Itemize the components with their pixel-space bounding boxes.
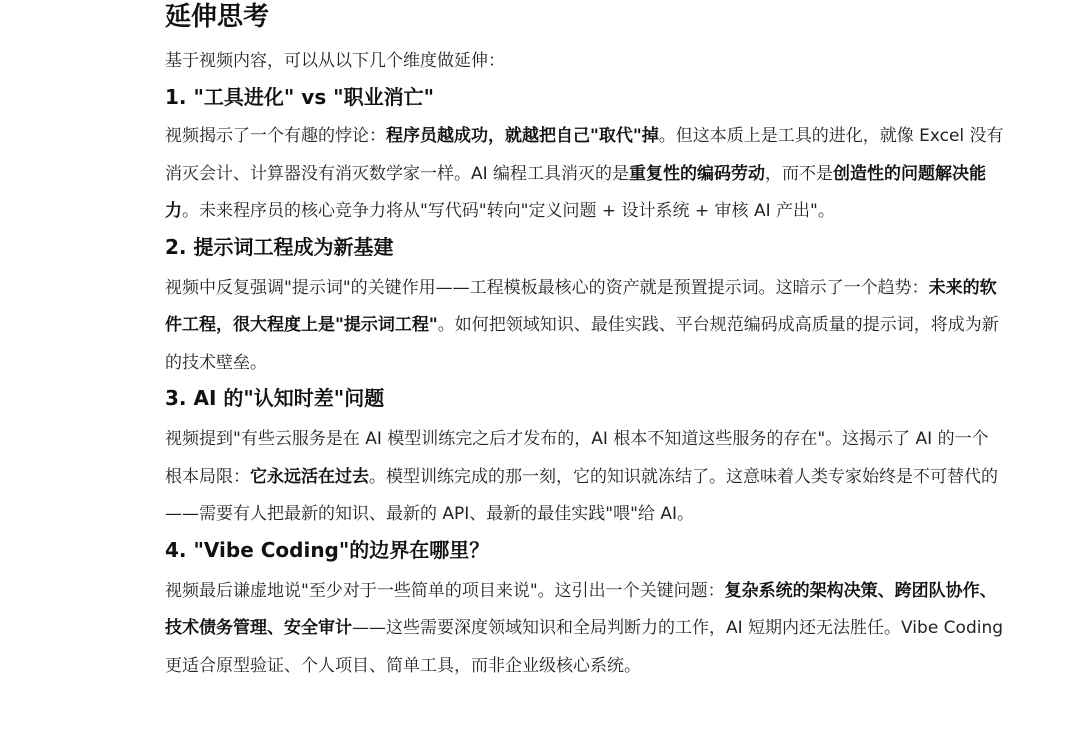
body-text: 视频最后谦虚地说"至少对于一些简单的项目来说"。这引出一个关键问题： bbox=[165, 580, 725, 601]
emphasis-text: 复杂系统的架构决策、跨团队协作、技术债务管理、安全审计 bbox=[165, 580, 997, 638]
body-text: 。但这本质上是工具的进化，就像 Excel 没有消灭会计、计算器没有消灭数学家一样。AI 编程工具消灭的是 bbox=[165, 126, 1004, 184]
section-body-tool-evolution bbox=[165, 118, 1005, 231]
body-text: 视频揭示了一个有趣的悖论： bbox=[165, 126, 386, 146]
section-heading-prompt-engineering: 2. 提示词工程成为新基建 bbox=[165, 234, 394, 259]
section-heading-tool-evolution: 1. "工具进化" vs "职业消亡" bbox=[165, 85, 435, 109]
emphasis-text: 程序员越成功，就越把自己"取代"掉 bbox=[386, 126, 659, 146]
body-text: 视频中反复强调"提示词"的关键作用——工程模板最核心的资产就是预置提示词。这暗示了一个趋势： bbox=[165, 277, 929, 298]
body-text: 。如何把领域知识、最佳实践、平台规范编码成高质量的提示词，将成为新的技术壁垒。 bbox=[165, 315, 999, 373]
section-body-vibe-coding bbox=[165, 573, 1005, 686]
emphasis-text: 未来的软件工程，很大程度上是"提示词工程" bbox=[165, 277, 997, 335]
section-body-prompt-engineering bbox=[165, 270, 1005, 383]
body-text: 。模型训练完成的那一刻，它的知识就冻结了。这意味着人类专家始终是不可替代的——需要有人把最新的知识、最新的 API、最新的最佳实践"喂"给 AI。 bbox=[165, 466, 998, 524]
section-body-cognitive-lag bbox=[165, 421, 1005, 534]
intro-text: 基于视频内容，可以从以下几个维度做延伸： bbox=[165, 51, 505, 71]
body-text: ，而不是 bbox=[765, 163, 834, 184]
body-text: 。未来程序员的核心竞争力将从"写代码"转向"定义问题 + 设计系统 + 审核 AI 产出"。 bbox=[182, 201, 835, 221]
emphasis-text: 创造性的问题解决能力 bbox=[165, 163, 987, 221]
emphasis-text: 它永远活在过去 bbox=[250, 466, 369, 487]
article bbox=[165, 0, 1005, 685]
body-text: ——这些需要深度领域知识和全局判断力的工作，AI 短期内还无法胜任。Vibe Coding 更适合原型验证、个人项目、简单工具，而非企业级核心系统。 bbox=[165, 618, 1004, 676]
emphasis-text: 重复性的编码劳动 bbox=[629, 163, 766, 184]
section-heading-cognitive-lag: 3. AI 的"认知时差"问题 bbox=[165, 386, 385, 410]
page-title: 延伸思考 bbox=[165, 2, 270, 32]
body-text: 视频提到"有些云服务是在 AI 模型训练完之后才发布的，AI 根本不知道这些服务的存在"。这揭示了 AI 的一个根本局限： bbox=[165, 429, 989, 487]
section-heading-vibe-coding: 4. "Vibe Coding"的边界在哪里？ bbox=[165, 537, 490, 562]
